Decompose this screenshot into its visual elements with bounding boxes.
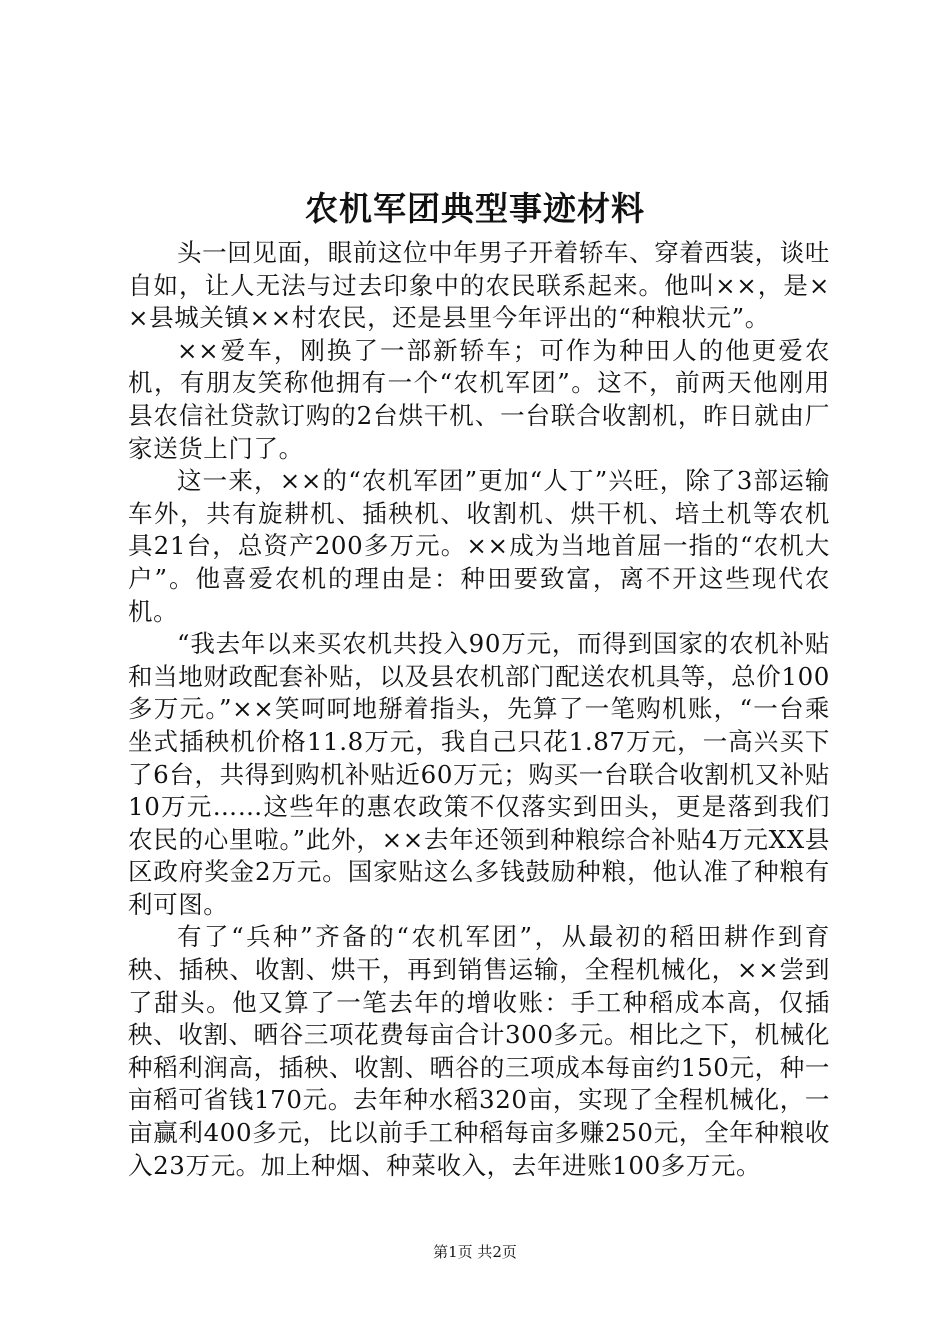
paragraph-5: 有了“兵种”齐备的“农机军团”，从最初的稻田耕作到育秧、插秧、收割、烘干，再到销售运输，全程机械化，××尝到了甜头。他又算了一笔去年的增收账：手工种稻成本高，仅插秧、收割、晒谷三项花费每亩合计300多元。相比之下，机械化种稻利润高，插秧、收割、晒谷的三项成本每亩约150元，种一亩稻可省钱170元。去年种水稻320亩，实现了全程机械化，一亩赢利400多元，比以前手工种稻每亩多赚250元，全年种粮收入23万元。加上种烟、种菜收入，去年进账100多万元。	[128, 922, 830, 1180]
page-footer: 第1页 共2页	[433, 1243, 517, 1261]
document-title: 农机军团典型事迹材料	[305, 189, 645, 228]
paragraph-1: 头一回见面，眼前这位中年男子开着轿车、穿着西装，谈吐自如，让人无法与过去印象中的农民联系起来。他叫××，是××县城关镇××村农民，还是县里今年评出的“种粮状元”。	[128, 238, 830, 333]
paragraph-4: “我去年以来买农机共投入90万元，而得到国家的农机补贴和当地财政配套补贴，以及县农机部门配送农机具等，总价100多万元。”××笑呵呵地掰着指头，先算了一笔购机账，“一台乘坐式插秧机价格11.8万元，我自己只花1.87万元，一高兴买下了6台，共得到购机补贴近60万元；购买一台联合收割机又补贴10万元……这些年的惠农政策不仅落实到田头，更是落到我们农民的心里啦。”此外，××去年还领到种粮综合补贴4万元XX县区政府奖金2万元。国家贴这么多钱鼓励种粮，他认准了种粮有利可图。	[128, 629, 830, 919]
document-body	[128, 237, 830, 1182]
paragraph-2: ××爱车，刚换了一部新轿车；可作为种田人的他更爱农机，有朋友笑称他拥有一个“农机军团”。这不，前两天他刚用县农信社贷款订购的2台烘干机、一台联合收割机，昨日就由厂家送货上门了。	[128, 335, 830, 463]
paragraph-3: 这一来，××的“农机军团”更加“人丁”兴旺，除了3部运输车外，共有旋耕机、插秧机、收割机、烘干机、培土机等农机具21台，总资产200多万元。××成为当地首屈一指的“农机大户”。他喜爱农机的理由是：种田要致富，离不开这些现代农机。	[128, 466, 830, 626]
